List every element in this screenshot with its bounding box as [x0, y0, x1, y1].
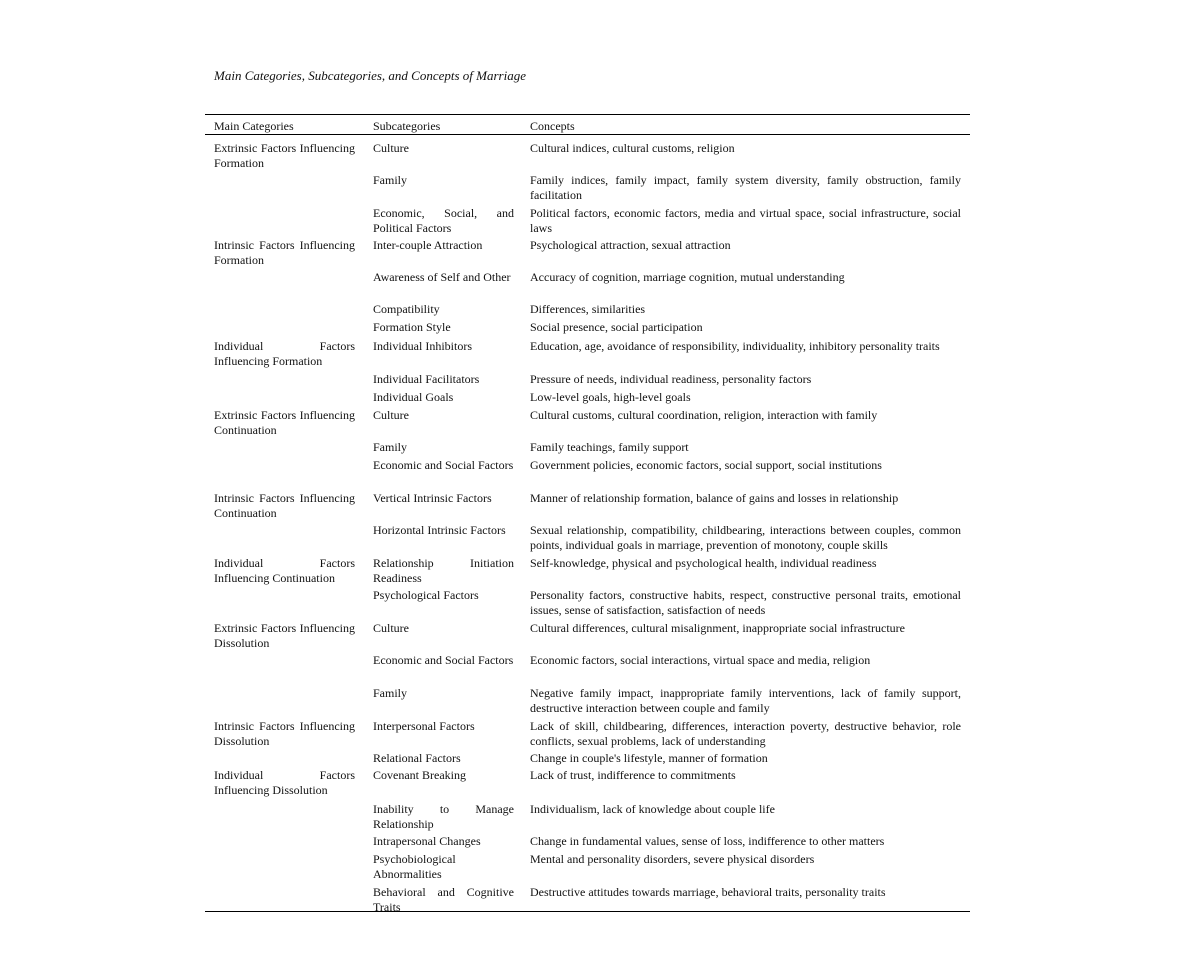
- header-main-categories: Main Categories: [214, 119, 294, 133]
- cell-concepts: Social presence, social participation: [530, 320, 703, 334]
- cell-subcategory: Economic and Social Factors: [373, 458, 514, 472]
- cell-subcategory: Vertical Intrinsic Factors: [373, 491, 492, 505]
- cell-main-category: Intrinsic Factors Influencing Formation: [214, 238, 355, 267]
- cell-subcategory: Economic, Social, and Political Factors: [373, 206, 514, 235]
- cell-main-category: Extrinsic Factors Influencing Continuation: [214, 408, 355, 437]
- cell-concepts: Low-level goals, high-level goals: [530, 390, 691, 404]
- cell-concepts: Personality factors, constructive habits, respect, constructive personal traits, emotional issues, sense of satisfaction, satisfaction of needs: [530, 588, 961, 617]
- cell-concepts: Negative family impact, inappropriate family interventions, lack of family support, destructive interaction between couple and family: [530, 686, 961, 715]
- cell-subcategory: Culture: [373, 141, 409, 155]
- marriage-categories-table: [205, 114, 970, 912]
- cell-concepts: Manner of relationship formation, balance of gains and losses in relationship: [530, 491, 899, 505]
- cell-concepts: Political factors, economic factors, media and virtual space, social infrastructure, social laws: [530, 206, 961, 235]
- cell-concepts: Family indices, family impact, family system diversity, family obstruction, family facilitation: [530, 173, 961, 202]
- cell-subcategory: Compatibility: [373, 302, 440, 316]
- cell-main-category: Individual Factors Influencing Continuation: [214, 556, 355, 585]
- cell-concepts: Economic factors, social interactions, virtual space and media, religion: [530, 653, 871, 667]
- cell-concepts: Lack of trust, indifference to commitments: [530, 768, 736, 782]
- cell-concepts: Sexual relationship, compatibility, childbearing, interactions between couples, common points, individual goals in marriage, prevention of monotony, couple skills: [530, 523, 961, 552]
- cell-subcategory: Culture: [373, 621, 409, 635]
- cell-subcategory: Family: [373, 686, 408, 700]
- cell-main-category: Individual Factors Influencing Formation: [214, 339, 355, 368]
- cell-concepts: Government policies, economic factors, social support, social institutions: [530, 458, 882, 472]
- cell-concepts: Psychological attraction, sexual attraction: [530, 238, 731, 252]
- cell-main-category: Extrinsic Factors Influencing Dissolution: [214, 621, 355, 650]
- cell-concepts: Lack of skill, childbearing, differences, interaction poverty, destructive behavior, role conflicts, sexual problems, lack of understanding: [530, 719, 961, 748]
- cell-concepts: Differences, similarities: [530, 302, 646, 316]
- cell-concepts: Family teachings, family support: [530, 440, 689, 454]
- cell-subcategory: Individual Inhibitors: [373, 339, 472, 353]
- cell-subcategory: Economic and Social Factors: [373, 653, 514, 667]
- cell-subcategory: Covenant Breaking: [373, 768, 466, 782]
- cell-main-category: Extrinsic Factors Influencing Formation: [214, 141, 355, 170]
- cell-concepts: Change in fundamental values, sense of loss, indifference to other matters: [530, 834, 885, 848]
- table-header-row: [205, 114, 970, 135]
- cell-subcategory: Psychological Factors: [373, 588, 479, 602]
- cell-concepts: Education, age, avoidance of responsibility, individuality, inhibitory personality traits: [530, 339, 940, 353]
- cell-main-category: Intrinsic Factors Influencing Dissolution: [214, 719, 355, 748]
- cell-concepts: Individualism, lack of knowledge about couple life: [530, 802, 775, 816]
- cell-subcategory: Individual Goals: [373, 390, 454, 404]
- cell-main-category: Intrinsic Factors Influencing Continuation: [214, 491, 355, 520]
- cell-subcategory: Family: [373, 440, 408, 454]
- cell-subcategory: Culture: [373, 408, 409, 422]
- cell-subcategory: Inter-couple Attraction: [373, 238, 483, 252]
- cell-subcategory: Awareness of Self and Other: [373, 270, 511, 284]
- header-subcategories: Subcategories: [373, 119, 441, 133]
- cell-concepts: Accuracy of cognition, marriage cognition, mutual understanding: [530, 270, 845, 284]
- cell-main-category: Individual Factors Influencing Dissolution: [214, 768, 355, 797]
- cell-subcategory: Family: [373, 173, 408, 187]
- cell-concepts: Self-knowledge, physical and psychological health, individual readiness: [530, 556, 877, 570]
- cell-subcategory: Individual Facilitators: [373, 372, 480, 386]
- cell-subcategory: Psychobiological Abnormalities: [373, 852, 456, 881]
- cell-subcategory: Horizontal Intrinsic Factors: [373, 523, 506, 537]
- cell-concepts: Cultural differences, cultural misalignment, inappropriate social infrastructure: [530, 621, 905, 635]
- cell-concepts: Pressure of needs, individual readiness, personality factors: [530, 372, 812, 386]
- cell-concepts: Destructive attitudes towards marriage, behavioral traits, personality traits: [530, 885, 886, 899]
- cell-concepts: Mental and personality disorders, severe physical disorders: [530, 852, 815, 866]
- cell-subcategory: Relationship Initiation Readiness: [373, 556, 514, 585]
- cell-subcategory: Formation Style: [373, 320, 451, 334]
- cell-subcategory: Behavioral and Cognitive Traits: [373, 885, 514, 914]
- cell-subcategory: Interpersonal Factors: [373, 719, 475, 733]
- cell-concepts: Cultural customs, cultural coordination, religion, interaction with family: [530, 408, 878, 422]
- cell-subcategory: Intrapersonal Changes: [373, 834, 481, 848]
- cell-subcategory: Relational Factors: [373, 751, 461, 765]
- cell-concepts: Cultural indices, cultural customs, religion: [530, 141, 735, 155]
- header-concepts: Concepts: [530, 119, 575, 133]
- table-caption: Main Categories, Subcategories, and Concepts of Marriage: [214, 68, 526, 83]
- cell-concepts: Change in couple's lifestyle, manner of formation: [530, 751, 768, 765]
- table-body: [205, 135, 970, 912]
- cell-subcategory: Inability to Manage Relationship: [373, 802, 514, 831]
